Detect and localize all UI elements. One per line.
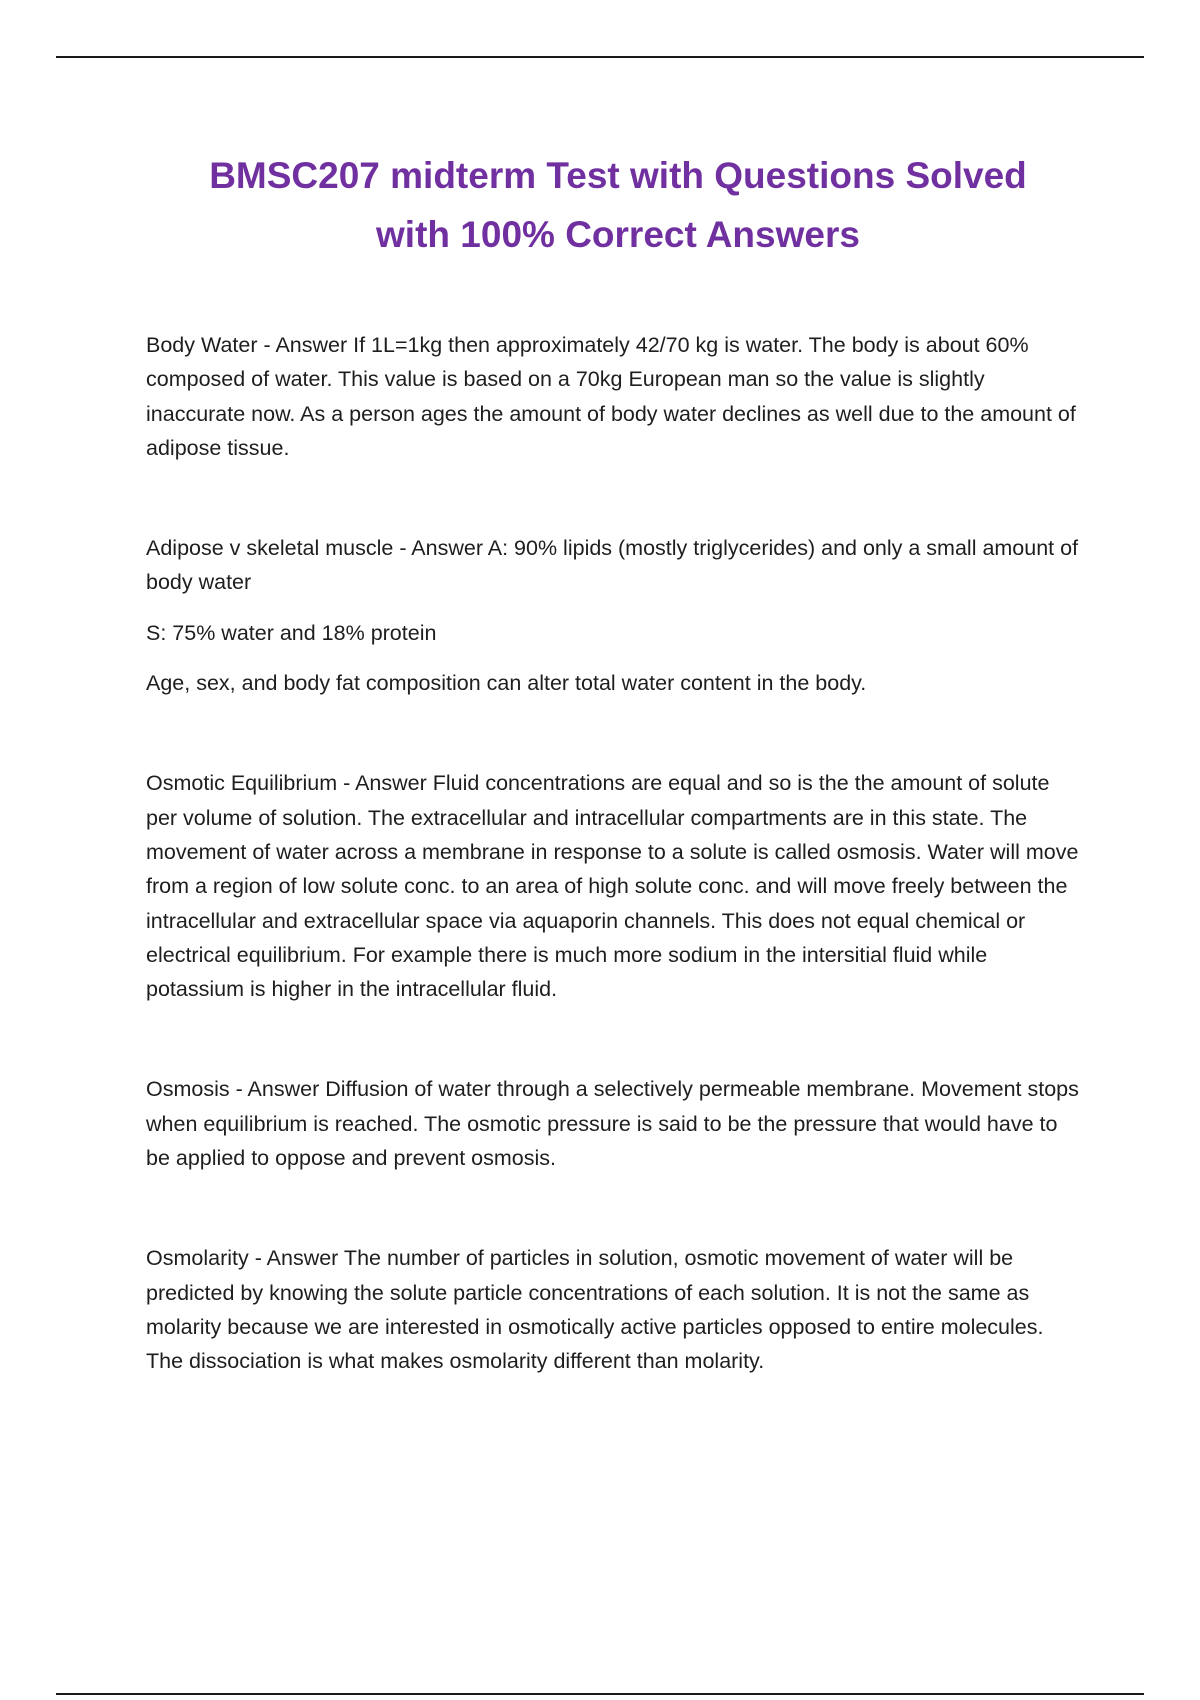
title-line-2: with 100% Correct Answers <box>376 214 860 255</box>
header-rule <box>56 56 1144 58</box>
qa-text: Osmolarity - Answer The number of particles in solution, osmotic movement of water will be predicted by knowing the solute particle concentrations of each solution. It is not the same as molarity because we are interested in osmotically active particles opposed to entire molecules. The dissociation is what makes osmolarity different than molarity. <box>146 1246 1044 1374</box>
qa-entry-osmosis <box>146 1072 1086 1175</box>
document-title <box>120 146 1116 264</box>
qa-entry-body-water <box>146 328 1086 465</box>
qa-text-line-2: S: 75% water and 18% protein <box>146 620 437 645</box>
qa-text: Adipose v skeletal muscle - Answer A: 90% lipids (mostly triglycerides) and only a small amount of body water <box>146 536 1079 595</box>
title-line-1: BMSC207 midterm Test with Questions Solved <box>209 155 1027 196</box>
qa-text: Osmotic Equilibrium - Answer Fluid concentrations are equal and so is the the amount of solute per volume of solution. The extracellular and intracellular compartments are in this state. The movement of water across a membrane in response to a solute is called osmosis. Water will move from a region of low solute conc. to an area of high solute conc. and will move freely between the intracellular and extracellular space via aquaporin channels. This does not equal chemical or electrical equilibrium. For example there is much more sodium in the intersitial fluid while potassium is higher in the intracellular fluid. <box>146 771 1079 1002</box>
footer-rule <box>56 1693 1144 1695</box>
qa-entry-osmotic-equilibrium <box>146 766 1086 1006</box>
qa-text: Body Water - Answer If 1L=1kg then approximately 42/70 kg is water. The body is about 60% composed of water. This value is based on a 70kg European man so the value is slightly inaccurate now. As a person ages the amount of body water declines as well due to the amount of adipose tissue. <box>146 333 1076 460</box>
qa-entry-adipose-v-skeletal-muscle <box>146 531 1086 700</box>
qa-entry-osmolarity <box>146 1241 1086 1378</box>
qa-text-line-3: Age, sex, and body fat composition can alter total water content in the body. <box>146 671 867 696</box>
qa-list <box>146 328 1086 1379</box>
qa-text: Osmosis - Answer Diffusion of water through a selectively permeable membrane. Movement stops when equilibrium is reached. The osmotic pressure is said to be the pressure that would have to be applied to oppose and prevent osmosis. <box>146 1077 1079 1171</box>
